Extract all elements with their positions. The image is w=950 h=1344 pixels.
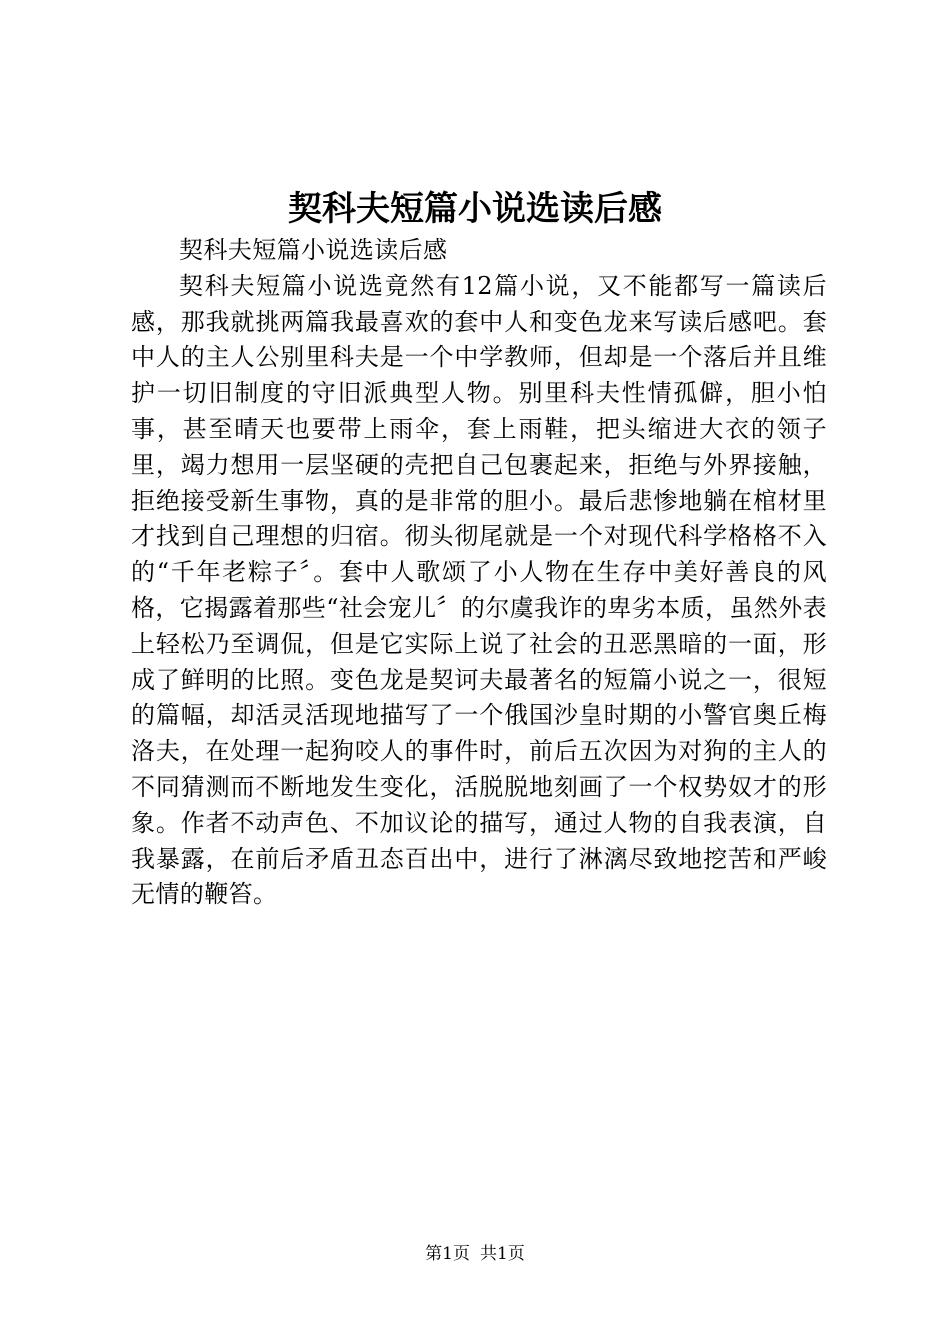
page-footer <box>0 1242 950 1266</box>
document-body <box>131 233 827 913</box>
body-paragraph: 契科夫短篇小说选竟然有12篇小说，又不能都写一篇读后感，那我就挑两篇我最喜欢的套中人和变色龙来写读后感吧。套中人的主人公别里科夫是一个中学教师，但却是一个落后并且维护一切旧制度的守旧派典型人物。别里科夫性情孤僻，胆小怕事，甚至晴天也要带上雨伞，套上雨鞋，把头缩进大衣的领子里，竭力想用一层坚硬的壳把自己包裹起来，拒绝与外界接触，拒绝接受新生事物，真的是非常的胆小。最后悲惨地躺在棺材里才找到自己理想的归宿。彻头彻尾就是一个对现代科学格格不入的“千年老粽子〞。套中人歌颂了小人物在生存中美好善良的风格，它揭露着那些“社会宠儿〞的尔虞我诈的卑劣本质，虽然外表上轻松乃至调侃，但是它实际上说了社会的丑恶黑暗的一面，形成了鲜明的比照。变色龙是契诃夫最著名的短篇小说之一，很短的篇幅，却活灵活现地描写了一个俄国沙皇时期的小警官奥丘梅洛夫，在处理一起狗咬人的事件时，前后五次因为对狗的主人的不同猜测而不断地发生变化，活脱脱地刻画了一个权势奴才的形象。作者不动声色、不加议论的描写，通过人物的自我表演，自我暴露，在前后矛盾丑态百出中，进行了淋漓尽致地挖苦和严峻无情的鞭笞。 <box>131 271 827 909</box>
subtitle-paragraph: 契科夫短篇小说选读后感 <box>179 236 448 264</box>
page-number-total: 共1页 <box>480 1244 525 1264</box>
page-number-current: 第1页 <box>425 1244 470 1264</box>
document-title: 契科夫短篇小说选读后感 <box>288 189 662 229</box>
